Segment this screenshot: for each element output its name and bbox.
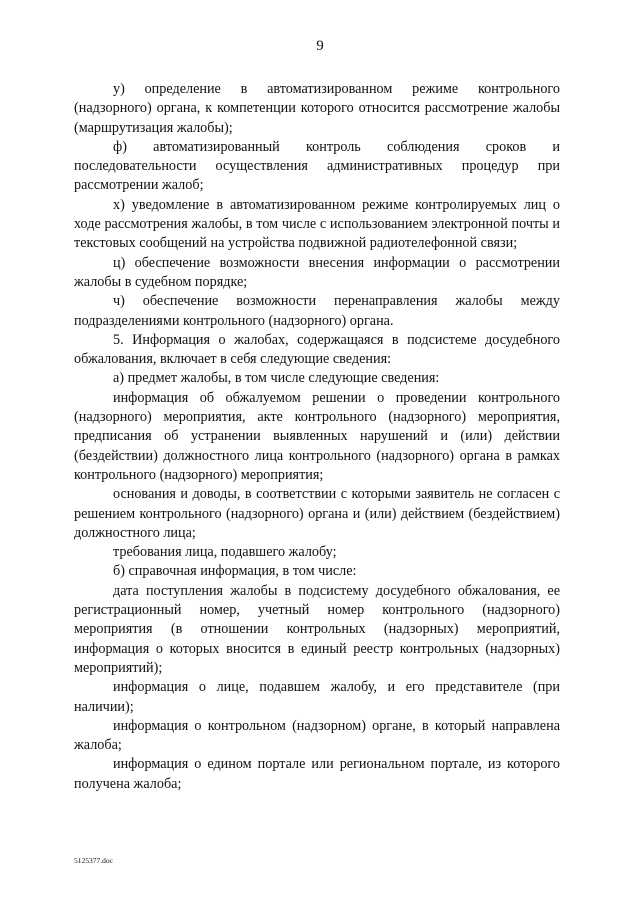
page-number: 9: [316, 38, 324, 54]
paragraph-b-person: информация о лице, подавшем жалобу, и его представителе (при наличии);: [74, 679, 560, 715]
paragraph-section-5: 5. Информация о жалобах, содержащаяся в подсистеме досудебного обжалования, включает в себя следующие сведения:: [74, 331, 560, 368]
paragraph-kh: х) уведомление в автоматизированном режиме контролируемых лиц о ходе рассмотрения жалобы, в том числе с использованием электронной почты и текстовых сообщений на устройства подвижной радиотелефонной связи;: [74, 196, 560, 252]
paragraph-a: а) предмет жалобы, в том числе следующие сведения:: [113, 370, 440, 387]
footer-doc-id: 5125377.doc: [74, 856, 113, 865]
paragraph-b-portal: информация о едином портале или региональном портале, из которого получена жалоба;: [74, 756, 560, 792]
paragraph-b-date: дата поступления жалобы в подсистему досудебного обжалования, ее регистрационный номер, учетный номер контрольного (надзорного) мероприятия (в отношении контрольных (надзорных) мероприятий, информация о которых вносится в единый реестр контрольных (надзорных) мероприятий);: [74, 582, 560, 676]
paragraph-a-grounds: основания и доводы, в соответствии с которыми заявитель не согласен с решением контрольного (надзорного) органа и (или) действием (бездействием) должностного лица;: [74, 486, 560, 541]
paragraph-u: у) определение в автоматизированном режиме контрольного (надзорного) органа, к компетенции которого относится рассмотрение жалобы (маршрутизация жалобы);: [74, 81, 560, 136]
paragraph-b-authority: информация о контрольном (надзорном) органе, в который направлена жалоба;: [74, 717, 560, 754]
paragraph-a-info: информация об обжалуемом решении о проведении контрольного (надзорного) мероприятия, акте контрольного (надзорного) мероприятия, предписания об устранении выявленных нарушений и (или) действии (бездействии) должностного лица контрольного (надзорного) органа в рамках контрольного (надзорного) мероприятия;: [74, 389, 560, 483]
paragraph-a-requirements: требования лица, подавшего жалобу;: [113, 544, 337, 561]
body-text: [74, 80, 560, 794]
paragraph-ch: ч) обеспечение возможности перенаправления жалобы между подразделениями контрольного (надзорного) органа.: [74, 293, 560, 329]
paragraph-b: б) справочная информация, в том числе:: [113, 563, 357, 580]
paragraph-f: ф) автоматизированный контроль соблюдения сроков и последовательности осуществления административных процедур при рассмотрении жалоб;: [74, 138, 560, 194]
paragraph-ts: ц) обеспечение возможности внесения информации о рассмотрении жалобы в судебном порядке;: [74, 254, 560, 290]
